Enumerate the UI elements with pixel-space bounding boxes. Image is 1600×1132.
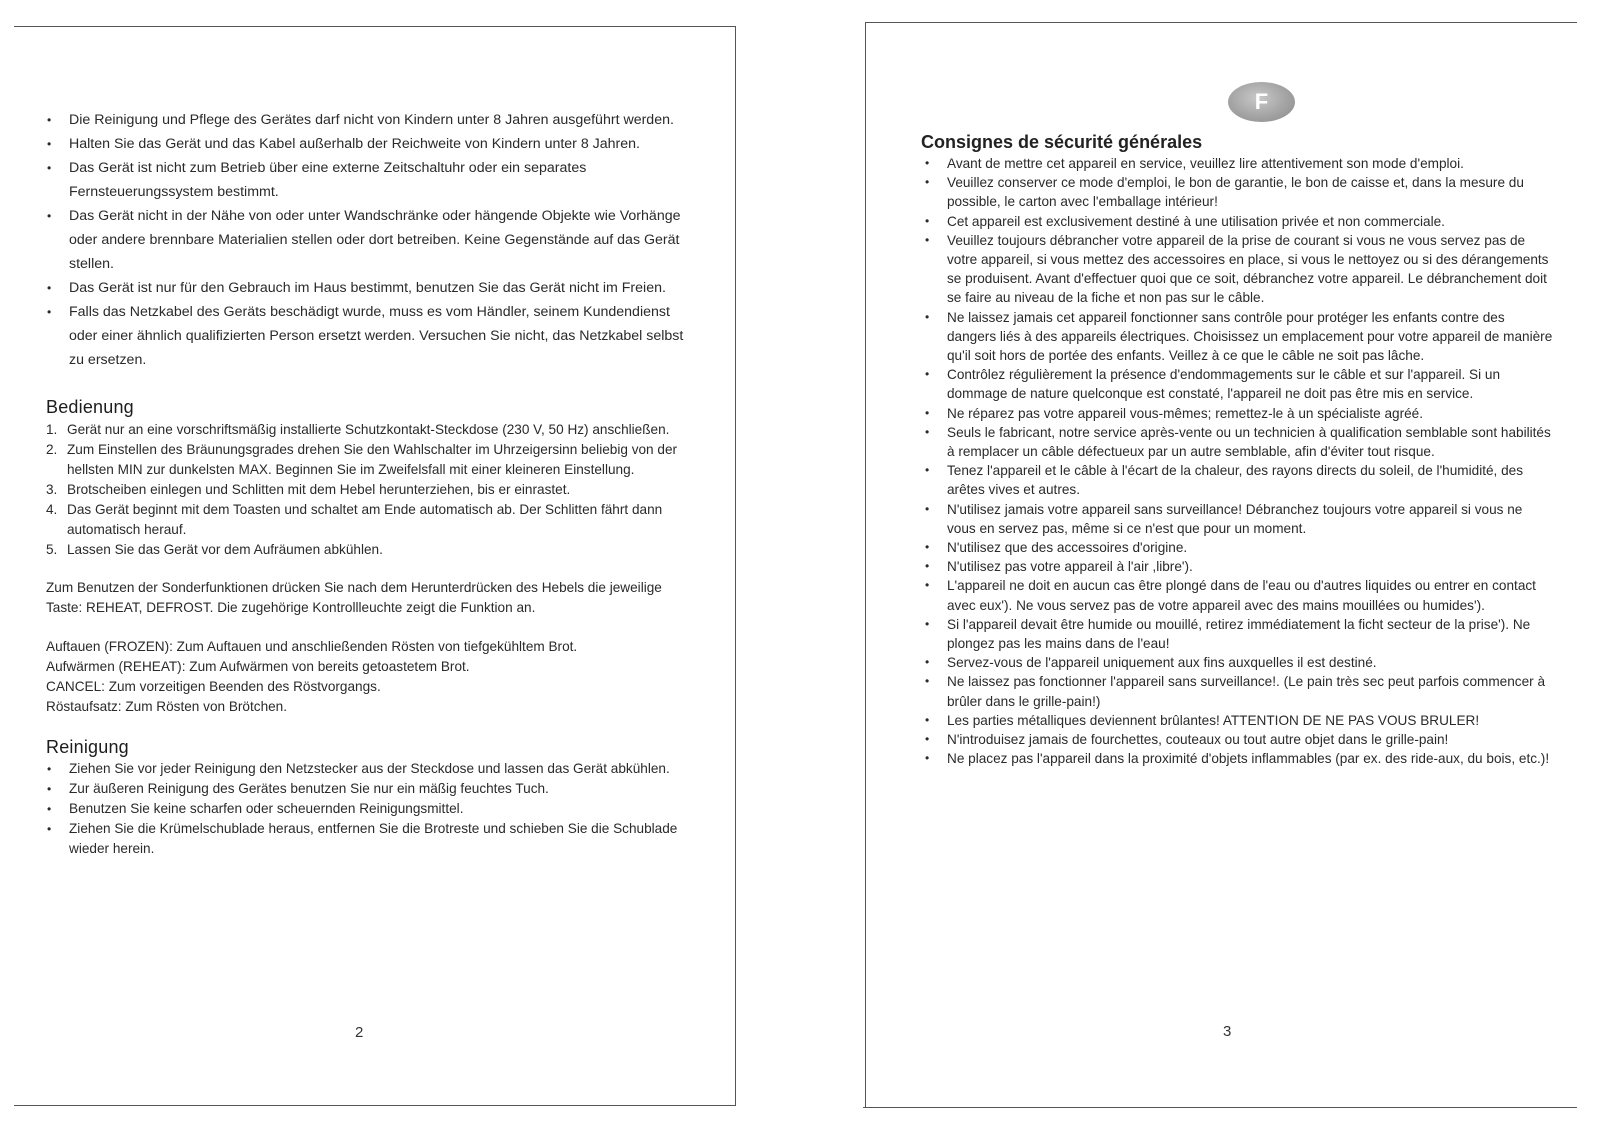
list-item: • Das Gerät ist nur für den Gebrauch im Haus bestimmt, benutzen Sie das Gerät nicht im Freien. [46, 276, 686, 300]
right-page [921, 130, 1554, 769]
step-item [46, 540, 686, 560]
list-item: • N'utilisez pas votre appareil à l'air ,libre'). [924, 557, 1554, 576]
list-item: • Falls das Netzkabel des Geräts beschädigt wurde, muss es vom Händler, seinem Kundendienst oder einer ähnlich qualifizierten Person ersetzt werden. Versuchen Sie nicht, das Netzkabel selbst zu ersetzen. [46, 300, 686, 372]
section-heading-reinigung: Reinigung [46, 737, 129, 757]
list-item: • Ne placez pas l'appareil dans la proximité d'objets inflammables (par ex. des ride-aux, du bois, etc.)! [924, 749, 1554, 768]
list-item: • Si l'appareil devait être humide ou mouillé, retirez immédiatement la ficht secteur de la prise'). Ne plongez pas les mains dans de l'eau! [924, 615, 1554, 653]
list-item: • Contrôlez régulièrement la présence d'endommagements sur le câble et sur l'appareil. Si un dommage de nature quelconque est constaté, l'appareil ne doit pas être mis en service. [924, 365, 1554, 403]
list-item: • Das Gerät ist nicht zum Betrieb über eine externe Zeitschaltuhr oder ein separates Fernsteuerungssystem bestimmt. [46, 156, 686, 204]
left-page-right-border [735, 26, 736, 1106]
right-page-top-border [865, 22, 1577, 23]
list-item: • Benutzen Sie keine scharfen oder scheuernden Reinigungsmittel. [46, 799, 686, 819]
right-page-bottom-border [863, 1107, 1577, 1108]
left-page-top-border [14, 26, 736, 27]
step-text: Gerät nur an eine vorschriftsmäßig installierte Schutzkontakt-Steckdose (230 V, 50 Hz) anschließen. [67, 422, 670, 437]
right-page-left-border [865, 22, 866, 1108]
function-descriptions [46, 637, 686, 717]
page-number-right: 3 [1223, 1023, 1232, 1040]
step-item [46, 420, 686, 440]
list-item: • Tenez l'appareil et le câble à l'écart de la chaleur, des rayons directs du soleil, de l'humidité, des arêtes vives et autres. [924, 461, 1554, 499]
section-heading-consignes: Consignes de sécurité générales [921, 132, 1203, 152]
list-item: • Ne réparez pas votre appareil vous-mêmes; remettez-le à un spécialiste agréé. [924, 404, 1554, 423]
list-item: • Ziehen Sie vor jeder Reinigung den Netzstecker aus der Steckdose und lassen das Gerät abkühlen. [46, 759, 686, 779]
list-item: • Avant de mettre cet appareil en service, veuillez lire attentivement son mode d'emploi. [924, 154, 1554, 173]
step-item [46, 480, 686, 500]
list-item: • Ne laissez pas fonctionner l'appareil sans surveillance!. (Le pain très sec peut parfois commencer à brûler dans le grille-pain!) [924, 672, 1554, 710]
step-number: 4. [46, 502, 58, 517]
list-item: • Veuillez conserver ce mode d'emploi, le bon de garantie, le bon de caisse et, dans la mesure du possible, le carton avec l'emballage intérieur! [924, 173, 1554, 211]
list-item: • Cet appareil est exclusivement destiné à une utilisation privée et non commerciale. [924, 212, 1554, 231]
step-number: 5. [46, 542, 58, 557]
function-line: Aufwärmen (REHEAT): Zum Aufwärmen von bereits getoastetem Brot. [46, 659, 470, 674]
list-item: • L'appareil ne doit en aucun cas être plongé dans de l'eau ou d'autres liquides ou entrer en contact avec eux'). Ne vous servez pas de votre appareil avec des mains mouillées ou humides'). [924, 576, 1554, 614]
step-text: Brotscheiben einlegen und Schlitten mit dem Hebel herunterziehen, bis er einrastet. [67, 482, 571, 497]
warning-list [46, 108, 686, 372]
list-item: • Les parties métalliques deviennent brûlantes! ATTENTION DE NE PAS VOUS BRULER! [924, 711, 1554, 730]
step-item [46, 440, 686, 480]
step-number: 1. [46, 422, 58, 437]
page-number-left: 2 [355, 1024, 364, 1041]
left-page [46, 108, 686, 859]
step-text: Das Gerät beginnt mit dem Toasten und schaltet am Ende automatisch ab. Der Schlitten fährt dann automatisch herauf. [67, 502, 663, 537]
list-item: • Die Reinigung und Pflege des Gerätes darf nicht von Kindern unter 8 Jahren ausgeführt werden. [46, 108, 686, 132]
section-heading-bedienung: Bedienung [46, 397, 134, 417]
list-item: • Seuls le fabricant, notre service après-vente ou un technicien à qualification semblable sont habilités à remplacer un câble défectueux par un autre semblable, afin d'éviter tout risque. [924, 423, 1554, 461]
function-line: Röstaufsatz: Zum Rösten von Brötchen. [46, 699, 288, 714]
left-page-bottom-border [14, 1105, 736, 1106]
step-item [46, 500, 686, 540]
cleaning-list [46, 759, 686, 859]
list-item: • Das Gerät nicht in der Nähe von oder unter Wandschränke oder hängende Objekte wie Vorhänge oder andere brennbare Materialien stellen oder dort betreiben. Keine Gegenstände auf das Gerät stellen. [46, 204, 686, 276]
list-item: • N'utilisez jamais votre appareil sans surveillance! Débranchez toujours votre appareil si vous ne vous en servez pas, même si ce n'est que pour un moment. [924, 500, 1554, 538]
language-badge-f [1228, 82, 1295, 122]
step-number: 2. [46, 442, 58, 457]
special-functions-paragraph: Zum Benutzen der Sonderfunktionen drücken Sie nach dem Herunterdrücken des Hebels die jeweilige Taste: REHEAT, DEFROST. Die zugehörige Kontrollleuchte zeigt die Funktion an. [46, 580, 662, 615]
badge-letter: F [1254, 89, 1269, 114]
list-item: • Veuillez toujours débrancher votre appareil de la prise de courant si vous ne vous servez pas de votre appareil, si vous mettez des accessoires en place, si vous le nettoyez ou si des dérangements se produisent. Avant d'effectuer quoi que ce soit, débranchez votre appareil. Le débranchement doit se faire au niveau de la fiche et non pas sur le câble. [924, 231, 1554, 308]
step-text: Lassen Sie das Gerät vor dem Aufräumen abkühlen. [67, 542, 383, 557]
function-line: Auftauen (FROZEN): Zum Auftauen und anschließenden Rösten von tiefgekühltem Brot. [46, 639, 578, 654]
list-item: • Halten Sie das Gerät und das Kabel außerhalb der Reichweite von Kindern unter 8 Jahren. [46, 132, 686, 156]
safety-list [924, 154, 1554, 769]
list-item: • Servez-vous de l'appareil uniquement aux fins auxquelles il est destiné. [924, 653, 1554, 672]
operation-steps [46, 420, 686, 560]
step-text: Zum Einstellen des Bräunungsgrades drehen Sie den Wahlschalter im Uhrzeigersinn beliebig von der hellsten MIN zur dunkelsten MAX. Beginnen Sie im Zweifelsfall mit einer kleineren Einstellung. [67, 442, 678, 477]
list-item: • N'utilisez que des accessoires d'origine. [924, 538, 1554, 557]
step-number: 3. [46, 482, 58, 497]
function-line: CANCEL: Zum vorzeitigen Beenden des Röstvorgangs. [46, 679, 381, 694]
list-item: • Ne laissez jamais cet appareil fonctionner sans contrôle pour protéger les enfants contre des dangers liés à des appareils électriques. Choisissez un emplacement pour votre appareil de manière qu'il soit hors de portée des enfants. Veillez à ce que le câble ne soit pas lâche. [924, 308, 1554, 366]
list-item: • Zur äußeren Reinigung des Gerätes benutzen Sie nur ein mäßig feuchtes Tuch. [46, 779, 686, 799]
list-item: • N'introduisez jamais de fourchettes, couteaux ou tout autre objet dans le grille-pain! [924, 730, 1554, 749]
list-item: • Ziehen Sie die Krümelschublade heraus, entfernen Sie die Brotreste und schieben Sie die Schublade wieder herein. [46, 819, 686, 859]
